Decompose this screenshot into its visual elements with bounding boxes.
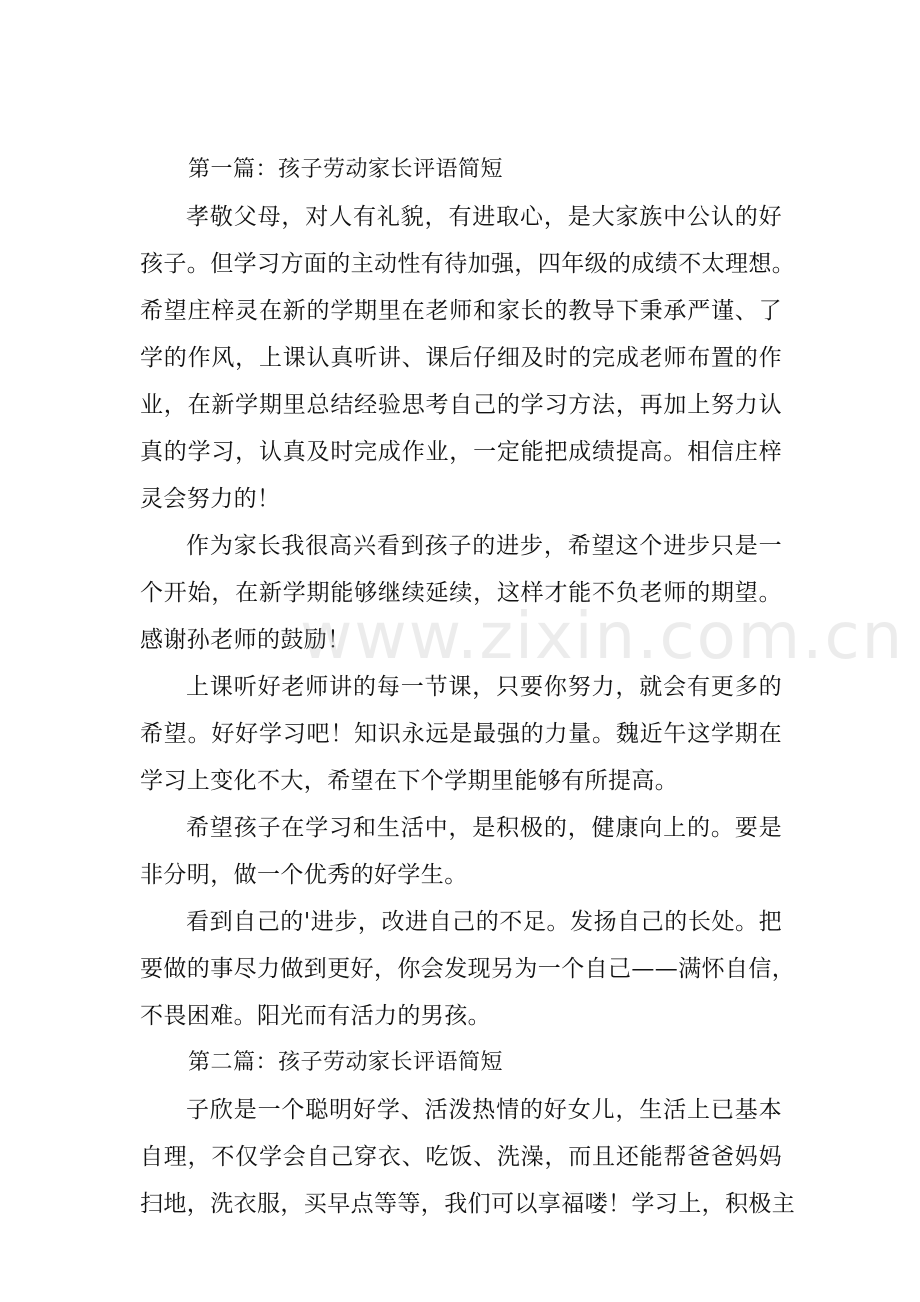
document-page	[140, 150, 796, 1231]
paragraph-line: 孝敬父母，对人有礼貌，有进取心，是大家族中公认的好	[186, 204, 782, 230]
watermark-text: www.zixin.com.cn	[300, 600, 905, 674]
paragraph-line: 希望孩子在学习和生活中，是积极的，健康向上的。要是	[186, 815, 782, 841]
paragraph-line: 学习上变化不大，希望在下个学期里能够有所提高。	[140, 768, 679, 794]
paragraph-line: 看到自己的'进步，改进自己的不足。发扬自己的长处。把	[186, 909, 782, 935]
paragraph-line: 非分明，做一个优秀的好学生。	[140, 862, 468, 888]
paragraph-line: 子欣是一个聪明好学、活泼热情的好女儿，生活上已基本	[186, 1097, 782, 1123]
paragraph-line: 业，在新学期里总结经验思考自己的学习方法，再加上努力认	[140, 392, 782, 418]
paragraph	[140, 526, 782, 660]
paragraph	[140, 902, 796, 1036]
section1-title: 第一篇：孩子劳动家长评语简短	[188, 157, 504, 182]
paragraph-line: 上课听好老师讲的每一节课，只要你努力，就会有更多的	[186, 674, 782, 700]
paragraph	[140, 1090, 796, 1224]
section1-body	[140, 197, 796, 1036]
paragraph-line: 真的学习，认真及时完成作业，一定能把成绩提高。相信庄梓	[140, 439, 782, 465]
paragraph-line: 扫地，洗衣服，买早点等等，我们可以享福喽！学习上，积极主	[140, 1191, 796, 1217]
paragraph-line: 希望庄梓灵在新的学期里在老师和家长的教导下秉承严谨、了	[140, 298, 782, 324]
paragraph-line: 不畏困难。阳光而有活力的男孩。	[140, 1003, 491, 1029]
paragraph	[140, 197, 796, 519]
paragraph-line: 孩子。但学习方面的主动性有待加强，四年级的成绩不太理想。	[140, 251, 796, 277]
paragraph-line: 学的作风，上课认真听讲、课后仔细及时的完成老师布置的作	[140, 345, 782, 371]
paragraph-line: 要做的事尽力做到更好，你会发现另为一个自己——满怀自信，	[140, 956, 796, 982]
paragraph-line: 作为家长我很高兴看到孩子的进步，希望这个进步只是一	[186, 533, 782, 559]
paragraph	[140, 808, 782, 895]
paragraph-line: 灵会努力的！	[140, 486, 281, 512]
paragraph-line: 感谢孙老师的鼓励！	[140, 627, 351, 653]
paragraph-line: 自理，不仅学会自己穿衣、吃饭、洗澡，而且还能帮爸爸妈妈	[140, 1144, 782, 1170]
paragraph	[140, 667, 782, 801]
paragraph-line: 希望。好好学习吧！知识永远是最强的力量。魏近午这学期在	[140, 721, 782, 747]
paragraph-line: 个开始，在新学期能够继续延续，这样才能不负老师的期望。	[140, 580, 782, 606]
section2-title: 第二篇：孩子劳动家长评语简短	[188, 1050, 504, 1075]
section2-body	[140, 1090, 796, 1224]
